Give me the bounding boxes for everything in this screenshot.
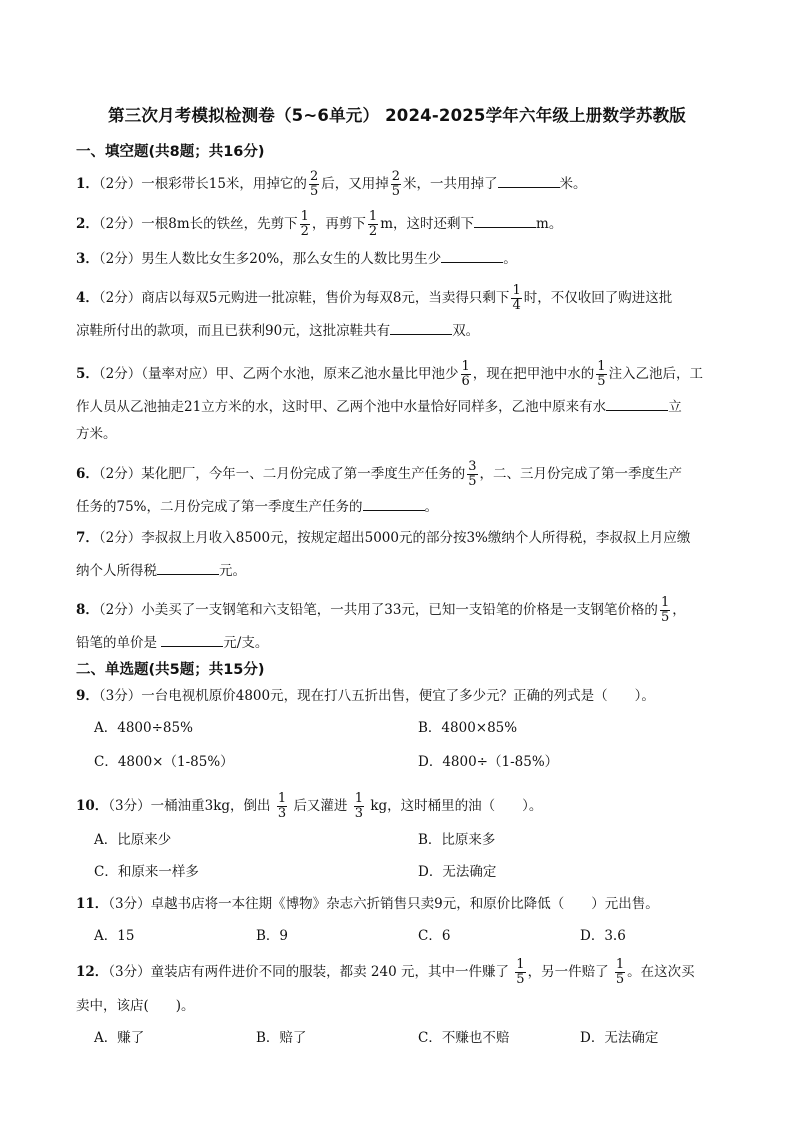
question-number: 5． (76, 366, 99, 382)
answer-blank[interactable] (390, 320, 452, 335)
question-number: 8． (76, 602, 99, 618)
fraction: $\frac{2}{5}$ (309, 169, 319, 199)
question-6-cont: 任务的75%，二月份完成了第一季度生产任务的 。 (76, 496, 438, 517)
question-10: 10．（3分）一桶油重3kg，倒出 $\frac{1}{3}$ 后又灌进 $\frac{1}{3}$ kg，这时桶里的油（ ）。 (76, 791, 543, 821)
fraction: $\frac{1}{2}$ (368, 209, 378, 239)
question-number: 7． (76, 530, 99, 546)
option-d[interactable]: D．无法确定 (418, 864, 497, 880)
section-heading-single-choice: 二、单选题(共5题；共15分) (76, 662, 265, 678)
option-b[interactable]: B．4800×85% (418, 720, 518, 736)
fraction: $\frac{1}{6}$ (461, 359, 470, 389)
option-c[interactable]: C．不赚也不赔 (418, 1030, 510, 1046)
option-a[interactable]: A．比原来少 (94, 832, 172, 848)
question-6: 6．（2分）某化肥厂，今年一、二月份完成了第一季度生产任务的 $\frac{3}{5}$ ，二、三月份完成了第一季度生产 (76, 459, 683, 489)
question-12: 12．（3分）童装店有两件进价不同的服装，都卖 240 元，其中一件赚了 $\frac{1}{5}$ ，另一件赔了 $\frac{1}{5}$ 。在这次买 (76, 957, 695, 987)
option-a[interactable]: A．4800÷85% (94, 720, 193, 736)
page-title: 第三次月考模拟检测卷（5~6单元） 2024-2025学年六年级上册数学苏教版 (107, 106, 687, 125)
question-4-cont: 凉鞋所付出的款项，而且已获利90元，这批凉鞋共有 双。 (76, 320, 479, 341)
question-number: 12． (76, 964, 109, 980)
question-11: 11．（3分）卓越书店将一本往期《博物》杂志六折销售只卖9元，和原价比降低（ ）元出售。 (76, 896, 659, 912)
question-number: 1． (76, 176, 99, 192)
question-number: 2． (76, 216, 99, 232)
question-8: 8．（2分）小美买了一支钢笔和六支铅笔，一共用了33元，已知一支铅笔的价格是一支钢笔价格的 $\frac{1}{5}$ ， (76, 595, 686, 625)
answer-blank[interactable] (441, 248, 503, 263)
fraction: $\frac{1}{5}$ (660, 595, 670, 625)
answer-blank[interactable] (161, 632, 223, 647)
option-a[interactable]: A．赚了 (94, 1030, 145, 1046)
question-12-cont: 卖中，该店( )。 (76, 998, 195, 1014)
question-1: 1．（2分）一根彩带长15米，用掉它的 $\frac{2}{5}$ 后，又用掉 $\frac{2}{5}$ 米，一共用掉了 米。 (76, 169, 587, 199)
answer-blank[interactable] (157, 560, 219, 575)
question-7-cont: 纳个人所得税 元。 (76, 560, 246, 581)
question-5: 5．（2分）（量率对应）甲、乙两个水池，原来乙池水量比甲池少 $\frac{1}{6}$ ，现在把甲池中水的 $\frac{1}{5}$ 注入乙池后，工 (76, 359, 704, 389)
question-4: 4．（2分）商店以每双5元购进一批凉鞋，售价为每双8元，当卖得只剩下 $\frac{1}{4}$ 时，不仅收回了购进这批 (76, 283, 673, 313)
question-2: 2．（2分）一根8m长的铁丝，先剪下 $\frac{1}{2}$ ，再剪下 $\frac{1}{2}$ m，这时还剩下 m。 (76, 209, 563, 239)
answer-blank[interactable] (363, 496, 425, 511)
question-3: 3．（2分）男生人数比女生多20%，那么女生的人数比男生少 。 (76, 248, 517, 269)
section-heading-fill-in: 一、填空题(共8题；共16分) (76, 144, 265, 160)
option-b[interactable]: B．比原来多 (418, 832, 496, 848)
option-d[interactable]: D．3.6 (580, 928, 626, 944)
fraction: $\frac{1}{2}$ (300, 209, 309, 239)
question-number: 11． (76, 896, 109, 912)
question-5-cont2: 方米。 (76, 426, 117, 442)
fraction: $\frac{1}{3}$ (354, 791, 364, 821)
option-d[interactable]: D．4800÷（1-85%） (418, 754, 559, 770)
option-b[interactable]: B．赔了 (256, 1030, 307, 1046)
answer-blank[interactable] (606, 396, 668, 411)
question-number: 3． (76, 251, 99, 267)
question-number: 4． (76, 290, 99, 306)
question-5-cont: 作人员从乙池抽走21立方米的水，这时甲、乙两个池中水量恰好同样多，乙池中原来有水 立 (76, 396, 682, 417)
fraction: $\frac{2}{5}$ (391, 169, 400, 199)
fraction: $\frac{1}{4}$ (512, 283, 521, 313)
option-c[interactable]: C．4800×（1-85%） (94, 754, 234, 770)
question-7: 7．（2分）李叔叔上月收入8500元，按规定超出5000元的部分按3%缴纳个人所得税，李叔叔上月应缴 (76, 530, 691, 546)
question-number: 9． (76, 688, 99, 704)
fraction: $\frac{1}{5}$ (516, 957, 525, 987)
answer-blank[interactable] (474, 213, 536, 228)
question-8-cont: 铅笔的单价是 元/支。 (76, 632, 268, 653)
fraction: $\frac{3}{5}$ (468, 459, 477, 489)
question-9: 9．（3分）一台电视机原价4800元，现在打八五折出售，便宜了多少元？正确的列式是（ ）。 (76, 688, 655, 704)
fraction: $\frac{1}{3}$ (277, 791, 287, 821)
option-c[interactable]: C．6 (418, 928, 451, 944)
fraction: $\frac{1}{5}$ (615, 957, 625, 987)
option-a[interactable]: A．15 (94, 928, 135, 944)
fraction: $\frac{1}{5}$ (597, 359, 606, 389)
question-number: 10． (76, 798, 109, 814)
option-c[interactable]: C．和原来一样多 (94, 864, 199, 880)
answer-blank[interactable] (498, 173, 560, 188)
question-number: 6． (76, 466, 99, 482)
option-b[interactable]: B．9 (256, 928, 289, 944)
option-d[interactable]: D．无法确定 (580, 1030, 659, 1046)
